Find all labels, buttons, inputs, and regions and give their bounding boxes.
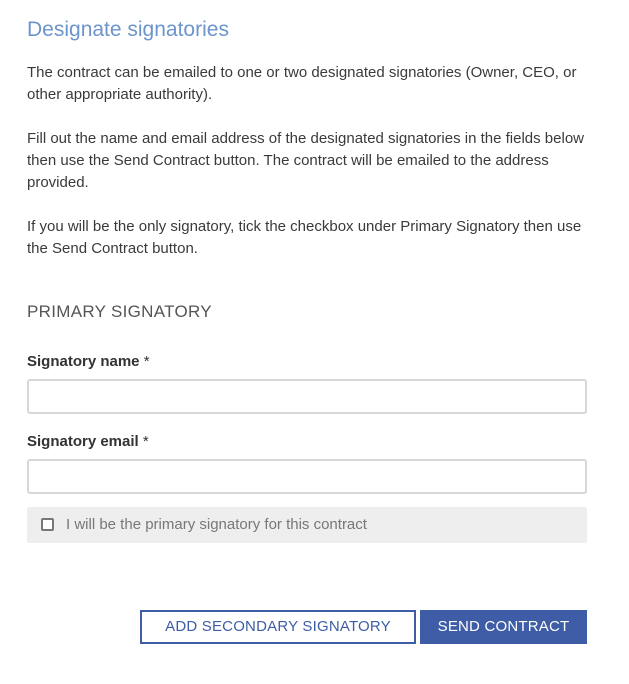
signatory-email-label xyxy=(27,432,149,452)
required-marker: * xyxy=(142,433,149,450)
required-marker: * xyxy=(143,353,150,370)
primary-signatory-heading: PRIMARY SIGNATORY xyxy=(27,302,212,321)
signatory-email-input[interactable] xyxy=(27,459,587,494)
signatory-name-label xyxy=(27,352,150,372)
intro-paragraph: The contract can be emailed to one or two designated signatories (Owner, CEO, or other appropriate authority). xyxy=(27,64,577,103)
add-secondary-signatory-button[interactable]: ADD SECONDARY SIGNATORY xyxy=(140,610,416,644)
signatory-name-input[interactable] xyxy=(27,379,587,414)
primary-signatory-checkbox[interactable] xyxy=(41,518,54,531)
instructions-paragraph: Fill out the name and email address of the designated signatories in the fields below then use the Send Contract button. The contract will be emailed to the address provided. xyxy=(27,130,584,191)
send-contract-button[interactable]: SEND CONTRACT xyxy=(420,610,587,644)
single-signatory-paragraph: If you will be the only signatory, tick the checkbox under Primary Signatory then use the Send Contract button. xyxy=(27,218,582,257)
signatory-email-label-text: Signatory email xyxy=(27,433,139,450)
primary-signatory-checkbox-label[interactable]: I will be the primary signatory for this contract xyxy=(66,516,367,533)
page-title: Designate signatories xyxy=(27,18,229,41)
primary-signatory-checkbox-row[interactable] xyxy=(27,507,587,543)
signatory-name-label-text: Signatory name xyxy=(27,353,140,370)
